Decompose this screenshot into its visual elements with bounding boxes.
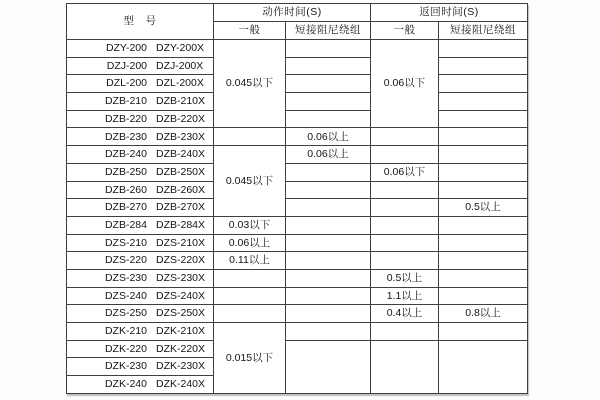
model-name-variant: DZK-230X — [155, 360, 206, 373]
header-action-time: 动作时间(S) — [214, 4, 371, 22]
empty-cell — [286, 269, 371, 287]
table-row — [67, 340, 528, 358]
model-name-variant: DZS-220X — [155, 254, 206, 267]
empty-cell — [371, 252, 439, 270]
model-cell — [67, 163, 214, 181]
model-cell — [67, 252, 214, 270]
value-cell-return-general: 0.06以下 — [371, 40, 439, 128]
relay-timing-spec-table — [66, 3, 528, 394]
empty-cell — [439, 323, 528, 341]
model-name-primary: DZJ-200 — [106, 59, 147, 72]
empty-cell — [439, 93, 528, 111]
model-name-primary: DZB-210 — [104, 95, 147, 108]
table-body — [67, 40, 528, 394]
empty-cell — [371, 181, 439, 199]
value-cell-return-general: 0.06以下 — [371, 163, 439, 181]
value-cell-action-general: 0.03以下 — [214, 216, 286, 234]
empty-cell — [371, 340, 439, 393]
model-cell — [67, 305, 214, 323]
model-cell — [67, 216, 214, 234]
table-row — [67, 269, 528, 287]
empty-cell — [286, 287, 371, 305]
model-name-primary: DZB-220 — [104, 112, 147, 125]
model-name-primary: DZS-210 — [104, 236, 147, 249]
empty-cell — [439, 340, 528, 393]
empty-cell — [439, 234, 528, 252]
empty-cell — [214, 305, 286, 323]
empty-cell — [286, 234, 371, 252]
model-cell — [67, 146, 214, 164]
value-cell-action-general: 0.045以下 — [214, 146, 286, 217]
empty-cell — [286, 252, 371, 270]
empty-cell — [371, 146, 439, 164]
empty-cell — [371, 234, 439, 252]
value-cell-return-damping: 0.8以上 — [439, 305, 528, 323]
table-row — [67, 199, 528, 217]
table-row — [67, 75, 528, 93]
model-cell — [67, 199, 214, 217]
model-name-variant: DZS-240X — [155, 289, 206, 302]
empty-cell — [286, 110, 371, 128]
header-row-groups — [67, 4, 528, 22]
model-cell — [67, 40, 214, 58]
header-model: 型 号 — [67, 4, 214, 40]
empty-cell — [286, 75, 371, 93]
header-action-general: 一般 — [214, 22, 286, 40]
empty-cell — [439, 128, 528, 146]
value-cell-action-damping: 0.06以上 — [286, 146, 371, 164]
model-name-primary: DZB-240 — [104, 148, 147, 161]
table-row — [67, 181, 528, 199]
model-name-primary: DZL-200 — [106, 77, 147, 90]
model-name-primary: DZK-220 — [104, 342, 147, 355]
model-cell — [67, 340, 214, 358]
model-name-variant: DZK-220X — [155, 342, 206, 355]
value-cell-action-general: 0.045以下 — [214, 40, 286, 128]
empty-cell — [439, 216, 528, 234]
model-name-primary: DZY-200 — [105, 42, 147, 55]
model-name-variant: DZK-210X — [155, 325, 206, 338]
empty-cell — [439, 269, 528, 287]
table-row — [67, 234, 528, 252]
empty-cell — [439, 110, 528, 128]
model-cell — [67, 110, 214, 128]
header-return-damping-winding: 短接阻尼绕组 — [439, 22, 528, 40]
model-name-primary: DZK-240 — [104, 378, 147, 391]
model-name-primary: DZS-240 — [104, 289, 147, 302]
model-name-variant: DZB-210X — [155, 95, 206, 108]
model-name-primary: DZB-260 — [104, 183, 147, 196]
empty-cell — [439, 57, 528, 75]
table-row — [67, 305, 528, 323]
model-name-variant: DZB-284X — [155, 218, 206, 231]
model-name-variant: DZB-260X — [155, 183, 206, 196]
model-name-variant: DZB-250X — [155, 165, 206, 178]
model-cell — [67, 287, 214, 305]
empty-cell — [439, 146, 528, 164]
empty-cell — [439, 75, 528, 93]
model-cell — [67, 181, 214, 199]
value-cell-return-general: 0.5以上 — [371, 269, 439, 287]
model-cell — [67, 75, 214, 93]
value-cell-action-general: 0.06以上 — [214, 234, 286, 252]
value-cell-return-general: 1.1以上 — [371, 287, 439, 305]
model-name-variant: DZB-240X — [155, 148, 206, 161]
model-name-primary: DZB-250 — [104, 165, 147, 178]
table-header — [67, 4, 528, 40]
table-row — [67, 146, 528, 164]
model-name-variant: DZS-210X — [155, 236, 206, 249]
model-name-primary: DZS-250 — [104, 307, 147, 320]
empty-cell — [214, 269, 286, 287]
model-name-variant: DZB-270X — [155, 201, 206, 214]
model-name-variant: DZS-250X — [155, 307, 206, 320]
empty-cell — [439, 163, 528, 181]
empty-cell — [214, 287, 286, 305]
empty-cell — [286, 163, 371, 181]
model-name-variant: DZS-230X — [155, 272, 206, 285]
empty-cell — [439, 181, 528, 199]
empty-cell — [286, 93, 371, 111]
empty-cell — [214, 128, 286, 146]
empty-cell — [286, 305, 371, 323]
empty-cell — [371, 216, 439, 234]
value-cell-return-general: 0.4以上 — [371, 305, 439, 323]
table-row — [67, 110, 528, 128]
table-row — [67, 40, 528, 58]
empty-cell — [286, 181, 371, 199]
table-row — [67, 163, 528, 181]
model-name-variant: DZB-230X — [155, 130, 206, 143]
empty-cell — [286, 57, 371, 75]
model-name-variant: DZJ-200X — [156, 59, 204, 72]
empty-cell — [439, 287, 528, 305]
model-name-primary: DZS-220 — [104, 254, 147, 267]
empty-cell — [286, 40, 371, 58]
model-name-primary: DZS-230 — [104, 272, 147, 285]
table-row — [67, 216, 528, 234]
empty-cell — [371, 323, 439, 341]
table-row — [67, 128, 528, 146]
model-name-primary: DZK-210 — [104, 325, 147, 338]
table-row — [67, 93, 528, 111]
empty-cell — [439, 252, 528, 270]
model-cell — [67, 269, 214, 287]
empty-cell — [371, 199, 439, 217]
model-name-primary: DZB-284 — [104, 218, 147, 231]
model-name-variant: DZY-200X — [156, 42, 205, 55]
relay-timing-spec-panel — [66, 3, 528, 394]
empty-cell — [286, 216, 371, 234]
value-cell-action-damping: 0.06以上 — [286, 128, 371, 146]
table-row — [67, 323, 528, 341]
value-cell-return-damping: 0.5以上 — [439, 199, 528, 217]
table-row — [67, 252, 528, 270]
empty-cell — [286, 199, 371, 217]
model-name-primary: DZB-230 — [104, 130, 147, 143]
header-return-general: 一般 — [371, 22, 439, 40]
model-name-variant: DZB-220X — [155, 112, 206, 125]
model-cell — [67, 323, 214, 341]
header-action-damping-winding: 短接阻尼绕组 — [286, 22, 371, 40]
value-cell-action-general: 0.015以下 — [214, 323, 286, 394]
model-name-variant: DZL-200X — [156, 77, 204, 90]
model-name-primary: DZK-230 — [104, 360, 147, 373]
model-cell — [67, 358, 214, 376]
empty-cell — [439, 40, 528, 58]
model-cell — [67, 234, 214, 252]
value-cell-action-general: 0.11以上 — [214, 252, 286, 270]
model-cell — [67, 57, 214, 75]
table-row — [67, 57, 528, 75]
empty-cell — [371, 128, 439, 146]
empty-cell — [286, 340, 371, 393]
model-name-primary: DZB-270 — [104, 201, 147, 214]
model-cell — [67, 93, 214, 111]
model-name-variant: DZK-240X — [155, 378, 206, 391]
table-row — [67, 287, 528, 305]
empty-cell — [286, 323, 371, 341]
model-cell — [67, 376, 214, 394]
header-return-time: 返回时间(S) — [371, 4, 528, 22]
model-cell — [67, 128, 214, 146]
